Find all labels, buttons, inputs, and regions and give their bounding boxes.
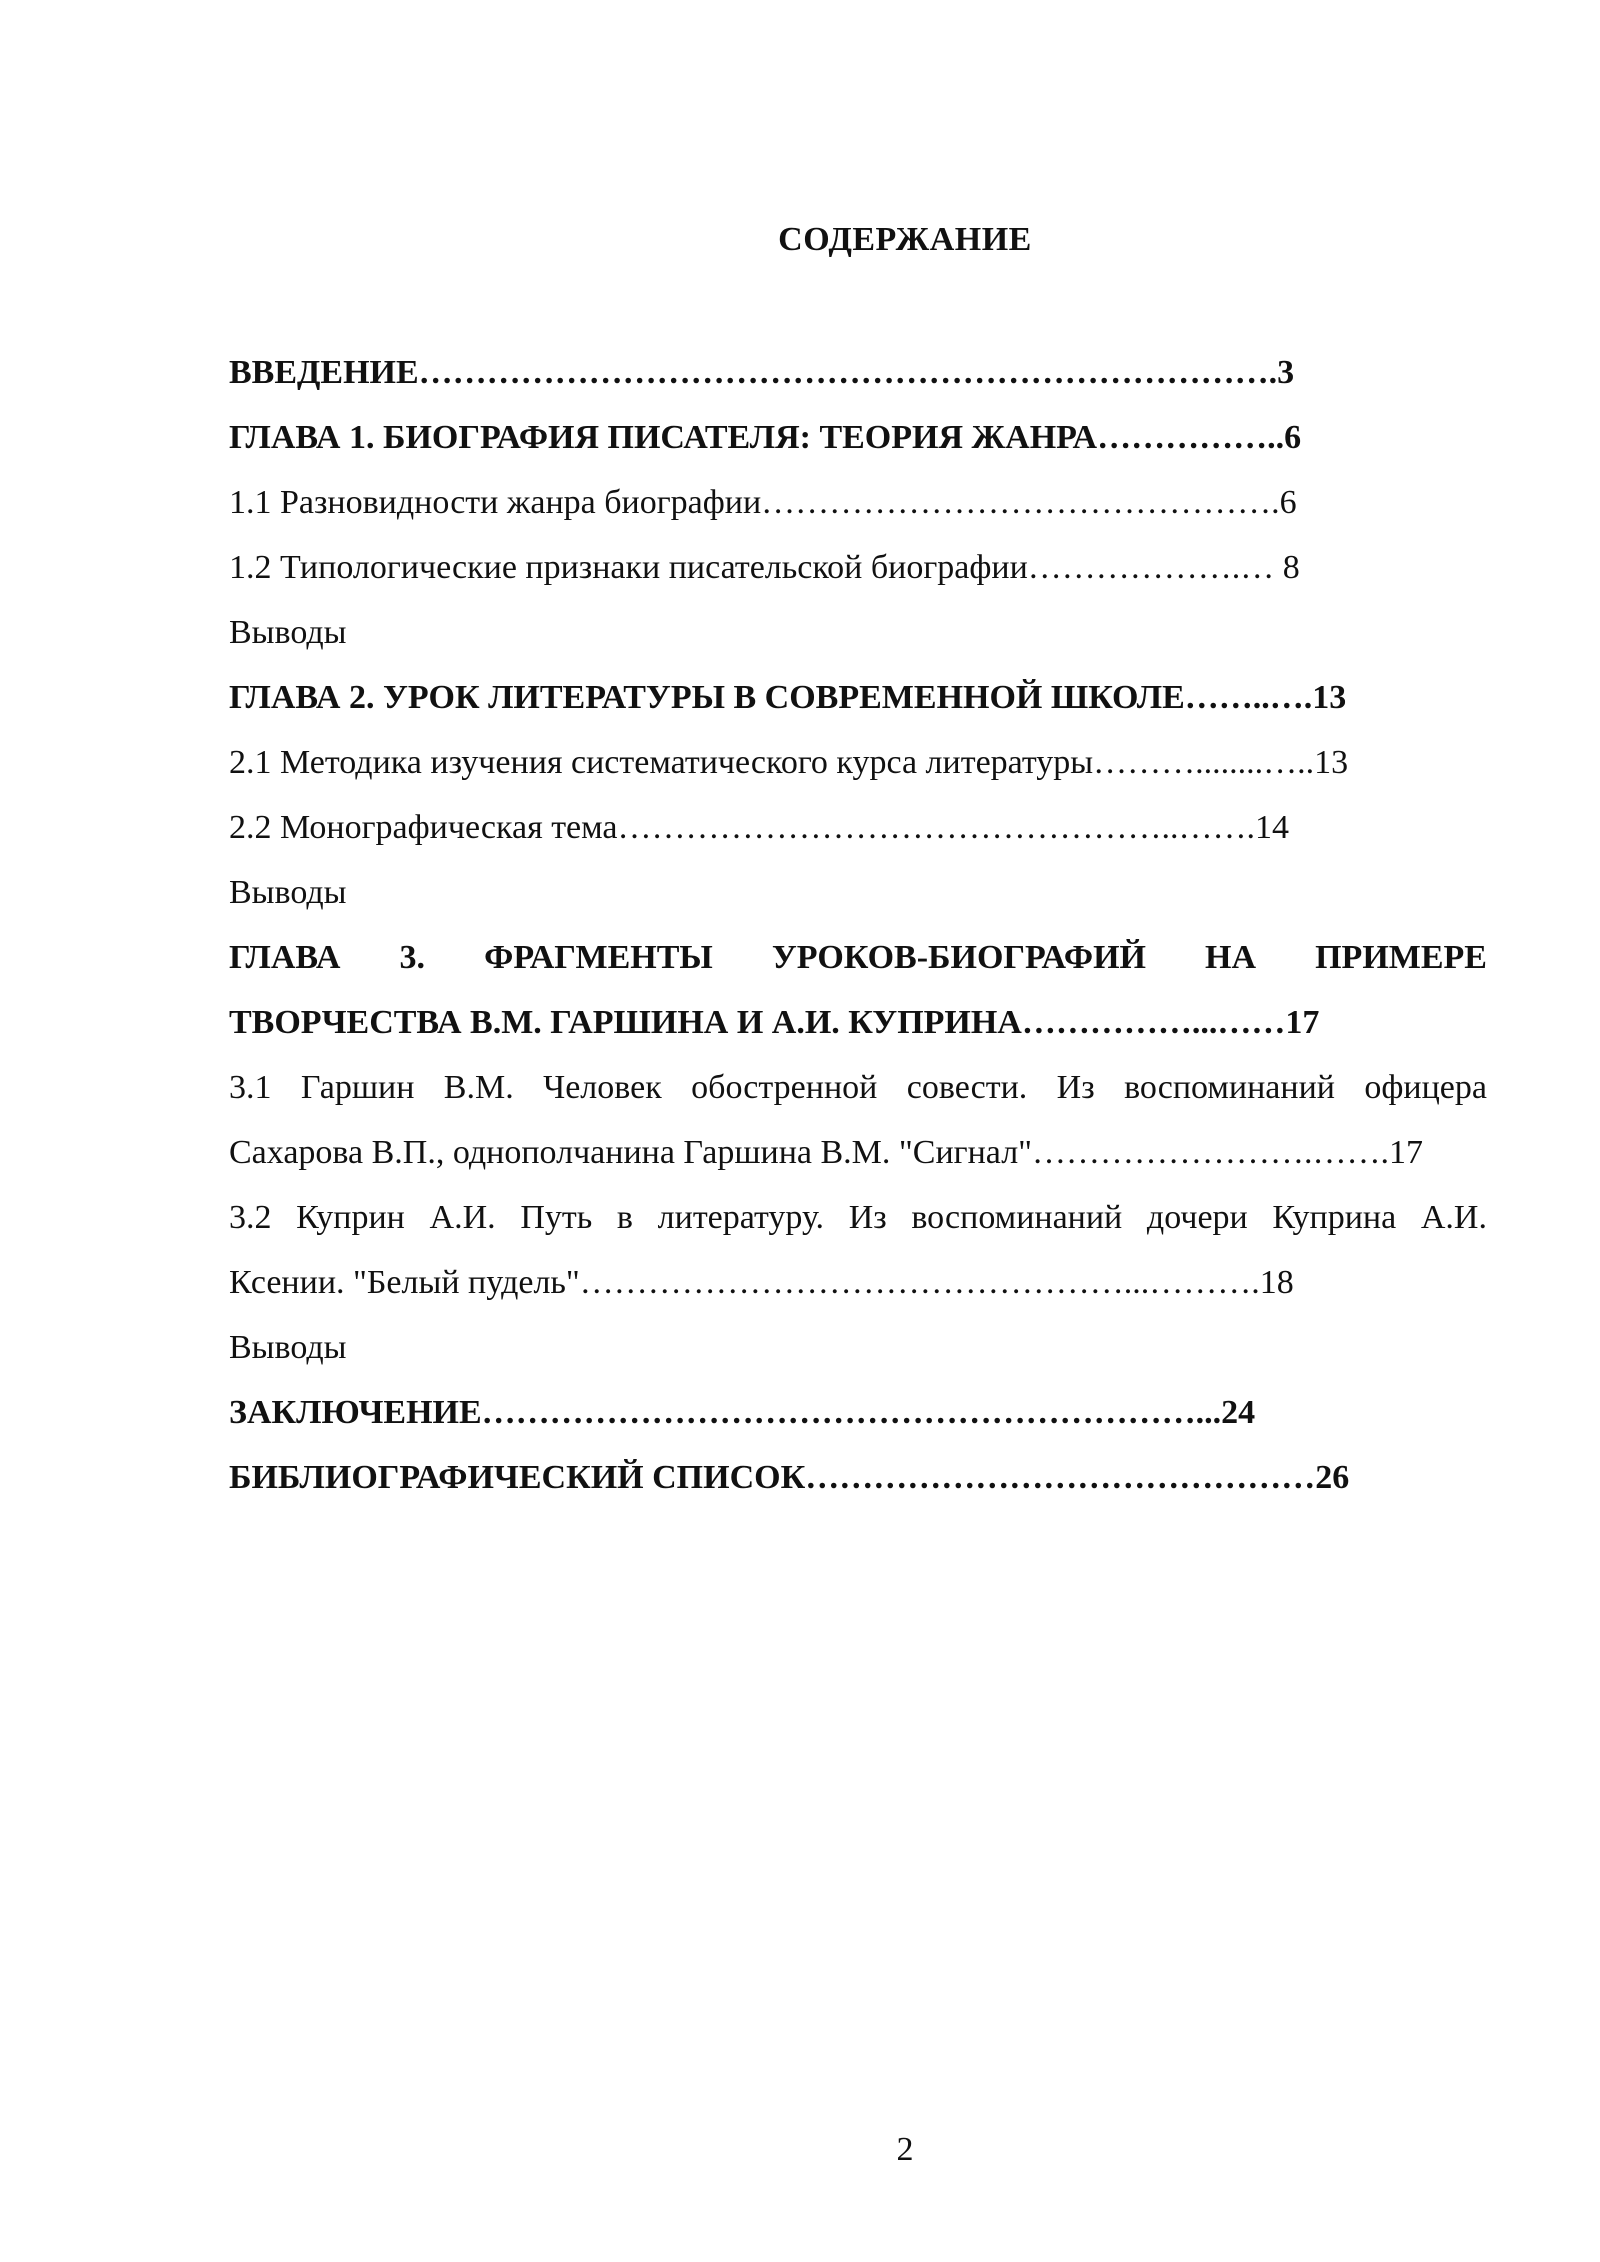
toc-line: БИБЛИОГРАФИЧЕСКИЙ СПИСОК………………………………………26 (229, 1459, 1350, 1496)
toc-line: 2.2 Монографическая тема…………………………………………..…….14 (229, 809, 1290, 846)
toc-line: 3.1 Гаршин В.М. Человек обостренной совести. Из воспоминаний офицера (229, 1069, 1487, 1106)
toc-line: 3.2 Куприн А.И. Путь в литературу. Из воспоминаний дочери Куприна А.И. (229, 1199, 1487, 1236)
page-title: СОДЕРЖАНИЕ (778, 221, 1032, 258)
toc-line: ГЛАВА 2. УРОК ЛИТЕРАТУРЫ В СОВРЕМЕННОЙ ШКОЛЕ……..….13 (229, 679, 1347, 716)
toc-line: ГЛАВА 3. ФРАГМЕНТЫ УРОКОВ-БИОГРАФИЙ НА ПРИМЕРЕ (229, 939, 1487, 976)
page-number: 2 (896, 2131, 914, 2168)
toc-line: 1.2 Типологические признаки писательской биографии……………….… 8 (229, 549, 1300, 586)
toc-line: Выводы (229, 614, 347, 651)
toc-line: Выводы (229, 1329, 347, 1366)
toc-line: ВВЕДЕНИЕ………………………………………………………………….3 (229, 354, 1295, 391)
toc-line: Сахарова В.П., однополчанина Гаршина В.М. "Сигнал"…………………….…….17 (229, 1134, 1424, 1171)
toc-line: 2.1 Методика изучения систематического курса литературы………........…..13 (229, 744, 1349, 781)
toc-line: ТВОРЧЕСТВА В.М. ГАРШИНА И А.И. КУПРИНА……………...……17 (229, 1004, 1320, 1041)
toc-line: Выводы (229, 874, 347, 911)
toc-line: ГЛАВА 1. БИОГРАФИЯ ПИСАТЕЛЯ: ТЕОРИЯ ЖАНРА……………..6 (229, 419, 1302, 456)
table-of-contents (229, 340, 1487, 1510)
toc-line: Ксении. "Белый пудель"…………………………………………...……….18 (229, 1264, 1294, 1301)
toc-line: 1.1 Разновидности жанра биографии……………………………………….6 (229, 484, 1297, 521)
toc-line: ЗАКЛЮЧЕНИЕ………………………………………………………...24 (229, 1394, 1256, 1431)
